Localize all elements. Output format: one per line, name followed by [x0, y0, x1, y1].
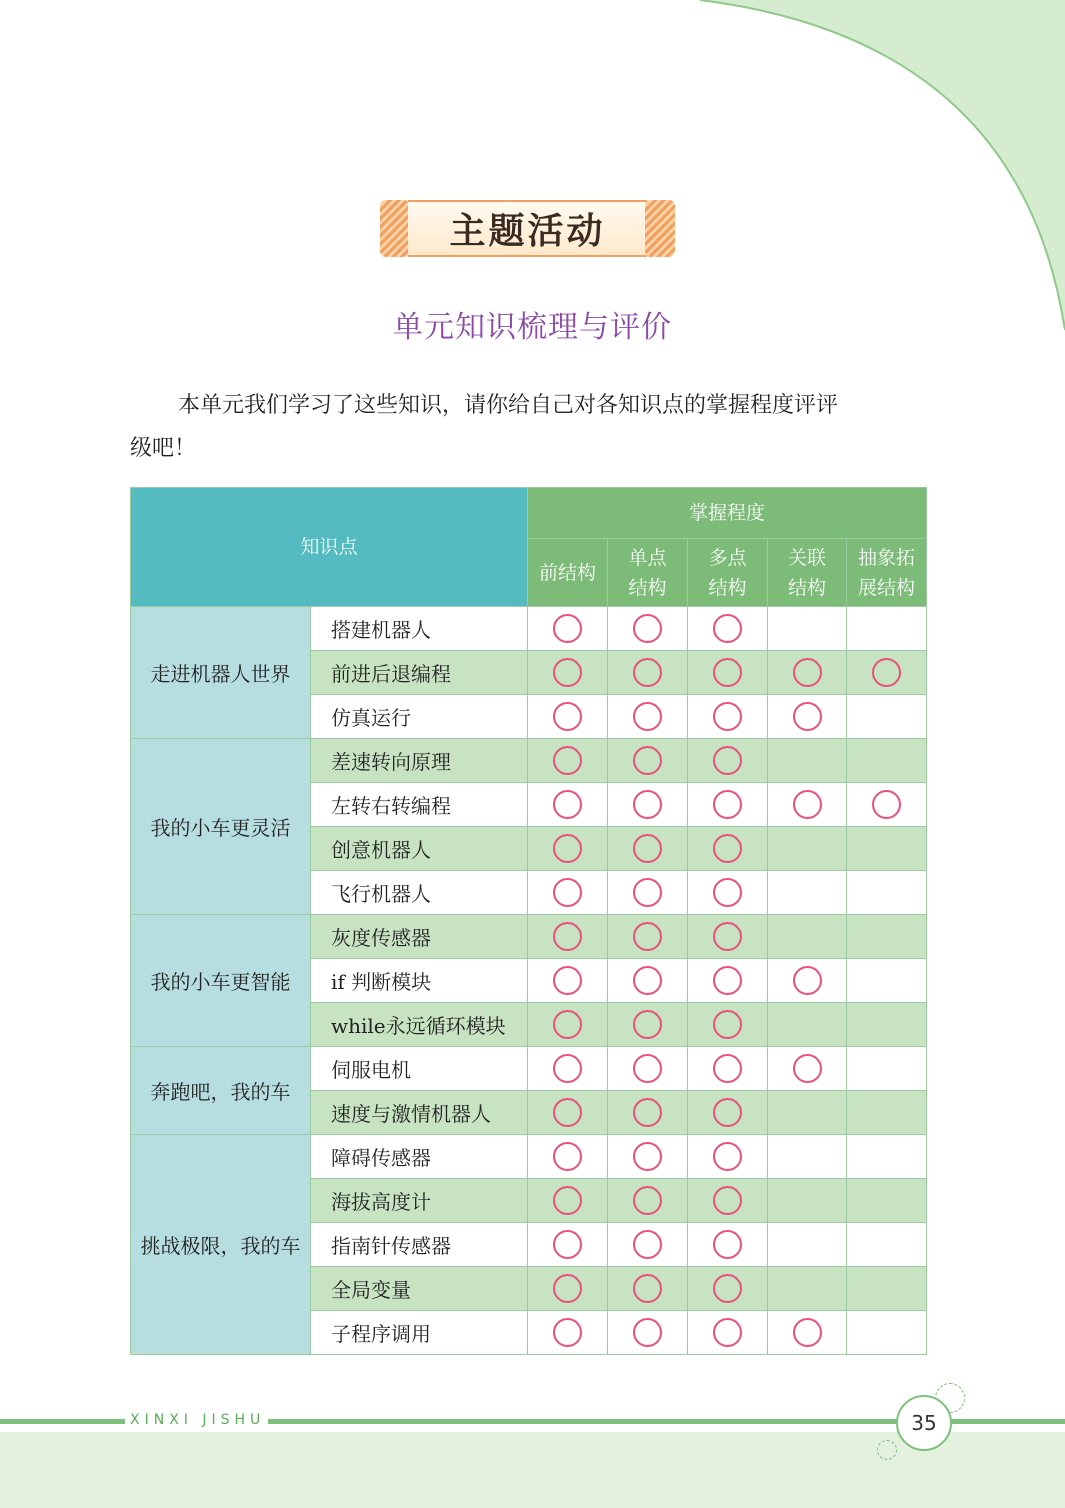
rating-circle-icon[interactable] — [633, 658, 662, 687]
rating-cell[interactable] — [768, 1047, 847, 1091]
rating-circle-icon[interactable] — [553, 1274, 582, 1303]
topic-label: 前进后退编程 — [311, 651, 528, 695]
topic-label: 伺服电机 — [311, 1047, 528, 1091]
rating-circle-icon[interactable] — [713, 878, 742, 907]
rating-cell[interactable] — [528, 827, 608, 871]
rating-circle-icon[interactable] — [713, 1186, 742, 1215]
header-knowledge-point: 知识点 — [131, 488, 528, 607]
rating-cell — [768, 915, 847, 959]
rating-cell[interactable] — [528, 739, 608, 783]
rating-cell — [768, 871, 847, 915]
rating-circle-icon[interactable] — [633, 1010, 662, 1039]
rating-circle-icon[interactable] — [713, 1010, 742, 1039]
rating-cell[interactable] — [528, 959, 608, 1003]
rating-circle-icon[interactable] — [793, 1318, 822, 1347]
topic-label: 飞行机器人 — [311, 871, 528, 915]
rating-circle-icon[interactable] — [553, 746, 582, 775]
rating-cell[interactable] — [847, 783, 927, 827]
rating-cell — [768, 827, 847, 871]
topic-label: 障碍传感器 — [311, 1135, 528, 1179]
header-level-3 — [768, 539, 847, 607]
rating-cell[interactable] — [768, 783, 847, 827]
rating-circle-icon[interactable] — [553, 658, 582, 687]
header-level-1 — [608, 539, 688, 607]
rating-cell[interactable] — [608, 607, 688, 651]
rating-cell[interactable] — [528, 871, 608, 915]
rating-cell[interactable] — [528, 1135, 608, 1179]
rating-cell[interactable] — [688, 783, 768, 827]
rating-cell[interactable] — [608, 1267, 688, 1311]
header-level-line2: 结构 — [628, 576, 667, 599]
rating-cell[interactable] — [688, 871, 768, 915]
topic-label: 创意机器人 — [311, 827, 528, 871]
rating-cell[interactable] — [608, 739, 688, 783]
banner-stripe-right — [645, 200, 675, 257]
rating-cell[interactable] — [768, 695, 847, 739]
footer-deco-circle-small — [877, 1440, 897, 1460]
rating-cell — [768, 1003, 847, 1047]
rating-cell — [768, 1267, 847, 1311]
rating-circle-icon[interactable] — [713, 1142, 742, 1171]
rating-circle-icon[interactable] — [553, 702, 582, 731]
rating-cell[interactable] — [608, 783, 688, 827]
banner-stripe-left — [380, 200, 410, 257]
topic-label: 左转右转编程 — [311, 783, 528, 827]
rating-cell[interactable] — [688, 739, 768, 783]
rating-cell[interactable] — [608, 1135, 688, 1179]
rating-cell — [847, 1003, 927, 1047]
rating-circle-icon[interactable] — [713, 790, 742, 819]
topic-label: 差速转向原理 — [311, 739, 528, 783]
rating-circle-icon[interactable] — [713, 746, 742, 775]
rating-cell — [768, 1135, 847, 1179]
rating-circle-icon[interactable] — [713, 834, 742, 863]
page-number: 35 — [896, 1395, 952, 1451]
rating-circle-icon[interactable] — [872, 790, 901, 819]
rating-cell — [768, 1179, 847, 1223]
rating-circle-icon[interactable] — [713, 1098, 742, 1127]
rating-circle-icon[interactable] — [793, 702, 822, 731]
rating-cell[interactable] — [688, 1223, 768, 1267]
rating-circle-icon[interactable] — [713, 614, 742, 643]
rating-cell[interactable] — [847, 651, 927, 695]
rating-cell[interactable] — [528, 915, 608, 959]
rating-circle-icon[interactable] — [633, 922, 662, 951]
rating-cell[interactable] — [768, 959, 847, 1003]
header-level-2 — [688, 539, 768, 607]
rating-cell[interactable] — [688, 1003, 768, 1047]
rating-cell — [768, 1223, 847, 1267]
rating-cell[interactable] — [528, 1091, 608, 1135]
knowledge-evaluation-table — [130, 487, 927, 1355]
rating-circle-icon[interactable] — [553, 1142, 582, 1171]
rating-circle-icon[interactable] — [633, 1230, 662, 1259]
table-row — [131, 1135, 927, 1179]
topic-label: 搭建机器人 — [311, 607, 528, 651]
unit-name: 奔跑吧，我的车 — [131, 1047, 311, 1135]
rating-cell[interactable] — [528, 1047, 608, 1091]
rating-cell[interactable] — [608, 695, 688, 739]
rating-cell — [847, 607, 927, 651]
header-level-line1: 抽象拓 — [858, 546, 916, 569]
rating-circle-icon[interactable] — [553, 614, 582, 643]
rating-circle-icon[interactable] — [793, 658, 822, 687]
rating-cell[interactable] — [608, 1179, 688, 1223]
rating-cell[interactable] — [688, 1047, 768, 1091]
section-subtitle: 单元知识梳理与评价 — [393, 310, 672, 345]
topic-label: 子程序调用 — [311, 1311, 528, 1355]
rating-cell[interactable] — [688, 1267, 768, 1311]
rating-cell[interactable] — [608, 1223, 688, 1267]
rating-cell[interactable] — [688, 607, 768, 651]
table-row — [131, 739, 927, 783]
rating-cell[interactable] — [528, 695, 608, 739]
rating-cell[interactable] — [688, 915, 768, 959]
rating-cell[interactable] — [528, 1267, 608, 1311]
rating-circle-icon[interactable] — [713, 1054, 742, 1083]
rating-cell — [847, 1091, 927, 1135]
rating-circle-icon[interactable] — [633, 1186, 662, 1215]
rating-circle-icon[interactable] — [713, 1274, 742, 1303]
rating-cell[interactable] — [688, 1135, 768, 1179]
rating-circle-icon[interactable] — [553, 834, 582, 863]
unit-name: 走进机器人世界 — [131, 607, 311, 739]
rating-cell[interactable] — [608, 959, 688, 1003]
rating-cell[interactable] — [688, 1311, 768, 1355]
topic-label: 海拔高度计 — [311, 1179, 528, 1223]
rating-cell — [847, 915, 927, 959]
rating-cell[interactable] — [768, 1311, 847, 1355]
footer-rule-right — [950, 1419, 1065, 1424]
rating-cell[interactable] — [688, 827, 768, 871]
rating-circle-icon[interactable] — [553, 1054, 582, 1083]
rating-circle-icon[interactable] — [713, 658, 742, 687]
rating-cell — [847, 695, 927, 739]
intro-paragraph — [130, 384, 930, 470]
rating-circle-icon[interactable] — [872, 658, 901, 687]
rating-cell[interactable] — [608, 1311, 688, 1355]
rating-circle-icon[interactable] — [713, 966, 742, 995]
rating-cell[interactable] — [608, 827, 688, 871]
rating-cell — [847, 871, 927, 915]
table-row — [131, 1047, 927, 1091]
footer-rule-middle — [268, 1419, 898, 1424]
rating-circle-icon[interactable] — [633, 614, 662, 643]
rating-cell[interactable] — [608, 871, 688, 915]
topic-label: 指南针传感器 — [311, 1223, 528, 1267]
rating-cell[interactable] — [688, 959, 768, 1003]
topic-label: 速度与激情机器人 — [311, 1091, 528, 1135]
topic-label: while永远循环模块 — [311, 1003, 528, 1047]
rating-circle-icon[interactable] — [633, 1318, 662, 1347]
page-title: 主题活动 — [408, 200, 647, 257]
rating-cell[interactable] — [528, 1223, 608, 1267]
rating-circle-icon[interactable] — [553, 922, 582, 951]
rating-cell — [847, 827, 927, 871]
rating-circle-icon[interactable] — [633, 1054, 662, 1083]
rating-cell[interactable] — [528, 1311, 608, 1355]
header-level-line1: 关联 — [788, 546, 827, 569]
rating-cell — [847, 1047, 927, 1091]
header-level-line2: 结构 — [788, 576, 827, 599]
rating-circle-icon[interactable] — [633, 966, 662, 995]
topic-label: 全局变量 — [311, 1267, 528, 1311]
rating-cell — [768, 607, 847, 651]
rating-circle-icon[interactable] — [553, 1186, 582, 1215]
rating-circle-icon[interactable] — [633, 1142, 662, 1171]
rating-circle-icon[interactable] — [553, 1318, 582, 1347]
rating-circle-icon[interactable] — [793, 1054, 822, 1083]
rating-cell[interactable] — [768, 651, 847, 695]
intro-line-1: 本单元我们学习了这些知识，请你给自己对各知识点的掌握程度评评 — [178, 393, 839, 418]
rating-cell[interactable] — [608, 1003, 688, 1047]
header-level-line1: 前结构 — [539, 561, 597, 584]
rating-cell — [847, 1135, 927, 1179]
rating-cell[interactable] — [688, 1091, 768, 1135]
unit-name: 挑战极限，我的车 — [131, 1135, 311, 1355]
rating-cell — [847, 1179, 927, 1223]
rating-circle-icon[interactable] — [713, 922, 742, 951]
rating-circle-icon[interactable] — [633, 790, 662, 819]
rating-cell[interactable] — [528, 607, 608, 651]
footer-series-label: XINXI JISHU — [130, 1412, 266, 1428]
table-row — [131, 607, 927, 651]
title-banner — [380, 200, 675, 257]
topic-label: if 判断模块 — [311, 959, 528, 1003]
rating-cell[interactable] — [688, 651, 768, 695]
header-level-4 — [847, 539, 927, 607]
rating-cell[interactable] — [608, 651, 688, 695]
header-level-line1: 多点 — [708, 546, 747, 569]
rating-cell — [847, 959, 927, 1003]
rating-cell — [847, 1311, 927, 1355]
rating-cell — [847, 1267, 927, 1311]
rating-circle-icon[interactable] — [553, 1230, 582, 1259]
rating-circle-icon[interactable] — [553, 966, 582, 995]
footer-rule-left — [0, 1419, 125, 1424]
header-level-line2: 展结构 — [858, 576, 916, 599]
rating-circle-icon[interactable] — [553, 1010, 582, 1039]
rating-cell[interactable] — [528, 1003, 608, 1047]
rating-circle-icon[interactable] — [553, 790, 582, 819]
rating-circle-icon[interactable] — [633, 1274, 662, 1303]
rating-cell — [847, 739, 927, 783]
unit-name: 我的小车更灵活 — [131, 739, 311, 915]
rating-cell[interactable] — [528, 783, 608, 827]
rating-circle-icon[interactable] — [553, 878, 582, 907]
header-level-line2: 结构 — [708, 576, 747, 599]
rating-circle-icon[interactable] — [713, 702, 742, 731]
header-level-line1: 单点 — [628, 546, 667, 569]
rating-cell[interactable] — [528, 651, 608, 695]
rating-cell[interactable] — [688, 1179, 768, 1223]
rating-cell — [768, 739, 847, 783]
rating-cell[interactable] — [688, 695, 768, 739]
header-level-0 — [528, 539, 608, 607]
rating-circle-icon[interactable] — [633, 878, 662, 907]
intro-line-2: 级吧！ — [130, 436, 197, 461]
rating-circle-icon[interactable] — [633, 834, 662, 863]
rating-circle-icon[interactable] — [633, 1098, 662, 1127]
rating-cell[interactable] — [608, 1091, 688, 1135]
rating-cell[interactable] — [608, 1047, 688, 1091]
rating-circle-icon[interactable] — [713, 1318, 742, 1347]
rating-cell — [768, 1091, 847, 1135]
table-row — [131, 915, 927, 959]
rating-cell — [847, 1223, 927, 1267]
topic-label: 灰度传感器 — [311, 915, 528, 959]
rating-circle-icon[interactable] — [553, 1098, 582, 1127]
rating-circle-icon[interactable] — [713, 1230, 742, 1259]
rating-circle-icon[interactable] — [633, 702, 662, 731]
rating-cell[interactable] — [528, 1179, 608, 1223]
topic-label: 仿真运行 — [311, 695, 528, 739]
header-mastery-level: 掌握程度 — [528, 488, 927, 539]
rating-circle-icon[interactable] — [793, 966, 822, 995]
rating-circle-icon[interactable] — [793, 790, 822, 819]
rating-cell[interactable] — [608, 915, 688, 959]
rating-circle-icon[interactable] — [633, 746, 662, 775]
unit-name: 我的小车更智能 — [131, 915, 311, 1047]
